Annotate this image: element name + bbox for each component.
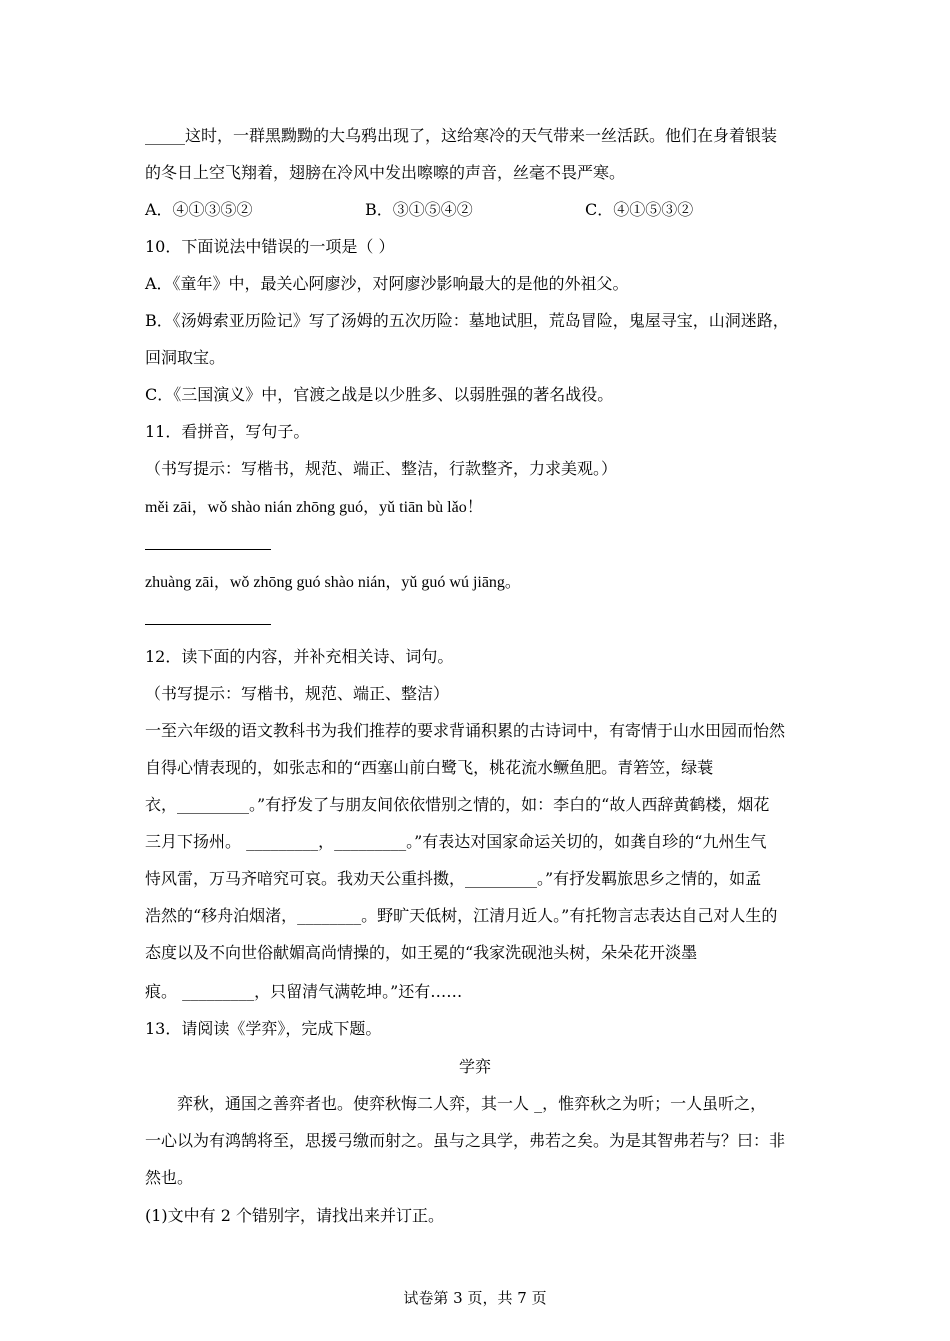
q10-option-b-line-1: B．《汤姆索亚历险记》写了汤姆的五次历险：墓地试胆，荒岛冒险，鬼屋寻宝，山洞迷路， <box>145 311 789 330</box>
q12-text-line-7: 态度以及不向世俗献媚高尚情操的，如王冕的“我家洗砚池头树，朵朵花开淡墨 <box>145 943 698 962</box>
q9-passage-line-1: _____这时，一群黑黝黝的大乌鸦出现了，这给寒冷的天气带来一丝活跃。他们在身着银装 <box>145 126 778 145</box>
q10-option-a: A．《童年》中，最关心阿廖沙，对阿廖沙影响最大的是他的外祖父。 <box>145 274 629 293</box>
q12-tip: （书写提示：写楷书，规范、端正、整洁） <box>145 684 450 703</box>
q10-option-c: C．《三国演义》中，官渡之战是以少胜多、以弱胜强的著名战役。 <box>145 385 614 404</box>
q11-tip: （书写提示：写楷书，规范、端正、整洁，行款整齐，力求美观。） <box>145 459 618 478</box>
passage-line-1: 弈秋，通国之善弈者也。使弈秋悔二人弈，其一人 _，惟弈秋之为听；一人虽听之， <box>177 1094 767 1113</box>
passage-line-3: 然也。 <box>145 1168 194 1187</box>
q13-subquestion-1: (1)文中有 2 个错别字，请找出来并订正。 <box>145 1206 445 1225</box>
q11-pinyin-1: měi zāi，wǒ shào nián zhōng guó，yǔ tiān bù lǎo！ <box>145 499 483 516</box>
q10-option-b-line-2: 回洞取宝。 <box>145 348 226 367</box>
q12-text-line-4: 三月下扬州。 _________，_________。”有表达对国家命运关切的，如龚自珍的“九州生气 <box>145 832 767 851</box>
q12-text-line-2: 自得心情表现的，如张志和的“西塞山前白鹭飞，桃花流水鳜鱼肥。青箬笠，绿蓑 <box>145 758 714 777</box>
q12-stem: 12．读下面的内容，并补充相关诗、词句。 <box>145 647 454 666</box>
q9-passage-line-2: 的冬日上空飞翔着，翅膀在冷风中发出嚓嚓的声音，丝毫不畏严寒。 <box>145 163 626 182</box>
q12-text-line-6: 浩然的“移舟泊烟渚，________。野旷天低树，江清月近人。”有托物言志表达自己对人生的 <box>145 906 778 925</box>
q11-stem: 11．看拼音，写句子。 <box>145 422 310 441</box>
passage-title: 学弈 <box>458 1057 491 1076</box>
q9-option-c: C．④①⑤③② <box>585 200 694 219</box>
page-footer: 试卷第 3 页，共 7 页 <box>403 1289 547 1307</box>
q13-stem: 13．请阅读《学弈》，完成下题。 <box>145 1019 382 1038</box>
q10-stem: 10．下面说法中错误的一项是（ ） <box>145 237 395 256</box>
q9-option-b: B．③①⑤④② <box>365 200 473 219</box>
q11-pinyin-2: zhuàng zāi，wǒ zhōng guó shào nián，yǔ guó wú jiāng。 <box>145 574 521 591</box>
q9-option-a: A．④①③⑤② <box>145 200 253 219</box>
q11-answer-line-2[interactable] <box>145 624 271 625</box>
q11-answer-line-1[interactable] <box>145 549 271 550</box>
q12-text-line-8: 痕。 _________，只留清气满乾坤。”还有…… <box>145 982 463 1001</box>
q12-text-line-1: 一至六年级的语文教科书为我们推荐的要求背诵积累的古诗词中，有寄情于山水田园而怡然 <box>145 721 786 740</box>
passage-line-2: 一心以为有鸿鹄将至，思援弓缴而射之。虽与之具学，弗若之矣。为是其智弗若与？曰：非 <box>145 1131 786 1150</box>
q12-text-line-3: 衣，_________。”有抒发了与朋友间依依惜别之情的，如：李白的“故人西辞黄鹤楼，烟花 <box>145 795 770 814</box>
q12-text-line-5: 恃风雷，万马齐喑究可哀。我劝天公重抖擞，_________。”有抒发羁旅思乡之情的，如孟 <box>145 869 762 888</box>
